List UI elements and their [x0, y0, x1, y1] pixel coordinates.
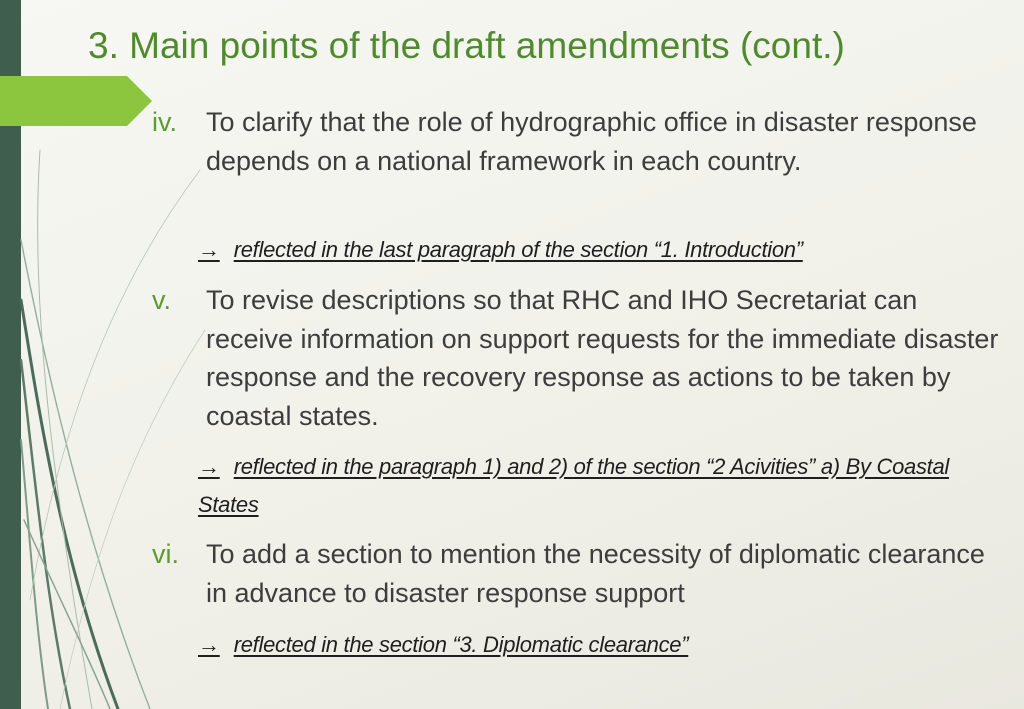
note-v: [198, 448, 998, 524]
item-text: To revise descriptions so that RHC and IHO Secretariat can receive information on support requests for the immediate disaster response and the recovery response as actions to be taken by coastal states.: [206, 285, 999, 431]
list-item-v: [152, 281, 1002, 435]
item-text: To add a section to mention the necessity of diplomatic clearance in advance to disaster response support: [206, 539, 985, 608]
slide-title: 3. Main points of the draft amendments (cont.): [88, 25, 845, 66]
list-item-iv: [152, 103, 1002, 180]
item-number: vi.: [152, 539, 179, 569]
arrow-right-icon: →: [198, 454, 220, 479]
item-number: v.: [152, 285, 171, 315]
item-text: To clarify that the role of hydrographic office in disaster response depends on a national framework in each country.: [206, 107, 977, 176]
note-iv: [198, 231, 1018, 269]
list-item-vi: [152, 535, 1002, 612]
note-text: reflected in the paragraph 1) and 2) of the section “2 Acivities” a) By Coastal States: [198, 454, 950, 517]
sidebar-strip: [0, 0, 21, 709]
note-text: reflected in the section “3. Diplomatic clearance”: [233, 632, 689, 657]
note-vi: [198, 626, 1018, 664]
item-number: iv.: [152, 107, 177, 137]
arrow-right-icon: →: [198, 632, 220, 657]
note-text: reflected in the last paragraph of the section “1. Introduction”: [233, 237, 803, 262]
arrow-right-icon: →: [198, 237, 220, 262]
